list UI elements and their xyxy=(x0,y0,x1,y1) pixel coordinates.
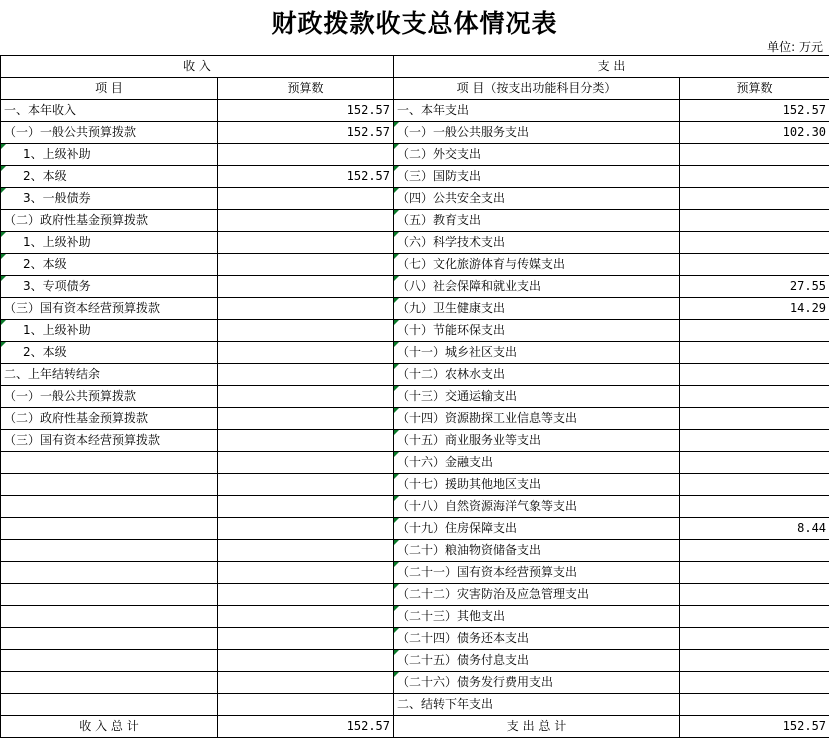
income-budget-header: 预算数 xyxy=(218,78,394,100)
expense-item: （十九）住房保障支出 xyxy=(394,518,680,540)
income-item: 2、本级 xyxy=(1,166,218,188)
income-value xyxy=(218,540,394,562)
income-item: （二）政府性基金预算拨款 xyxy=(1,210,218,232)
table-row xyxy=(1,628,829,650)
expense-item: （八）社会保障和就业支出 xyxy=(394,276,680,298)
income-value xyxy=(218,342,394,364)
income-value xyxy=(218,210,394,232)
expense-item: （二十）粮油物资储备支出 xyxy=(394,540,680,562)
income-value xyxy=(218,144,394,166)
table-row xyxy=(1,320,829,342)
expense-value xyxy=(680,628,829,650)
income-value xyxy=(218,584,394,606)
expense-item: （二十四）债务还本支出 xyxy=(394,628,680,650)
income-total-label: 收 入 总 计 xyxy=(1,716,218,738)
expense-item: 二、结转下年支出 xyxy=(394,694,680,716)
income-item-header: 项 目 xyxy=(1,78,218,100)
expense-item: 一、本年支出 xyxy=(394,100,680,122)
income-header: 收 入 xyxy=(1,56,394,78)
expense-value: 8.44 xyxy=(680,518,829,540)
table-row xyxy=(1,276,829,298)
income-value xyxy=(218,518,394,540)
table-row xyxy=(1,122,829,144)
expense-value xyxy=(680,254,829,276)
table-row xyxy=(1,518,829,540)
table-row xyxy=(1,166,829,188)
income-item xyxy=(1,694,218,716)
income-value xyxy=(218,364,394,386)
income-item xyxy=(1,518,218,540)
income-value xyxy=(218,606,394,628)
income-value xyxy=(218,232,394,254)
expense-item: （二十五）债务付息支出 xyxy=(394,650,680,672)
table-row xyxy=(1,188,829,210)
expense-item: （二）外交支出 xyxy=(394,144,680,166)
table-row xyxy=(1,606,829,628)
expense-item: （二十二）灾害防治及应急管理支出 xyxy=(394,584,680,606)
expense-item: （十六）金融支出 xyxy=(394,452,680,474)
expense-value xyxy=(680,408,829,430)
income-item: （一）一般公共预算拨款 xyxy=(1,122,218,144)
expense-item: （二十一）国有资本经营预算支出 xyxy=(394,562,680,584)
total-row xyxy=(1,716,829,738)
table-row xyxy=(1,694,829,716)
income-value xyxy=(218,672,394,694)
income-item xyxy=(1,562,218,584)
expense-value: 152.57 xyxy=(680,100,829,122)
income-total-value: 152.57 xyxy=(218,716,394,738)
expense-item: （五）教育支出 xyxy=(394,210,680,232)
table-row xyxy=(1,342,829,364)
expense-value xyxy=(680,650,829,672)
table-row xyxy=(1,584,829,606)
expense-item: （四）公共安全支出 xyxy=(394,188,680,210)
expense-value xyxy=(680,562,829,584)
income-value xyxy=(218,188,394,210)
table-row xyxy=(1,386,829,408)
expense-item: （十四）资源勘探工业信息等支出 xyxy=(394,408,680,430)
expense-value xyxy=(680,144,829,166)
expense-item: （十五）商业服务业等支出 xyxy=(394,430,680,452)
expense-item: （十八）自然资源海洋气象等支出 xyxy=(394,496,680,518)
income-item xyxy=(1,628,218,650)
table-row xyxy=(1,144,829,166)
income-value xyxy=(218,562,394,584)
table-row xyxy=(1,100,829,122)
table-row xyxy=(1,408,829,430)
expense-value xyxy=(680,210,829,232)
unit-label: 单位: 万元 xyxy=(767,38,823,55)
expense-budget-header: 预算数 xyxy=(680,78,829,100)
table-row xyxy=(1,562,829,584)
income-item: （二）政府性基金预算拨款 xyxy=(1,408,218,430)
expense-value xyxy=(680,584,829,606)
table-row xyxy=(1,496,829,518)
income-value xyxy=(218,386,394,408)
income-item: 1、上级补助 xyxy=(1,144,218,166)
expense-value xyxy=(680,694,829,716)
expense-value xyxy=(680,540,829,562)
expense-total-label: 支 出 总 计 xyxy=(394,716,680,738)
income-item: 1、上级补助 xyxy=(1,320,218,342)
table-row xyxy=(1,672,829,694)
expense-item: （二十三）其他支出 xyxy=(394,606,680,628)
income-item: 3、专项债务 xyxy=(1,276,218,298)
expense-value xyxy=(680,496,829,518)
expense-value: 27.55 xyxy=(680,276,829,298)
income-value xyxy=(218,496,394,518)
table-row xyxy=(1,210,829,232)
income-item xyxy=(1,540,218,562)
expense-value xyxy=(680,386,829,408)
income-item xyxy=(1,474,218,496)
expense-value xyxy=(680,166,829,188)
income-item: 2、本级 xyxy=(1,342,218,364)
expense-item: （二十六）债务发行费用支出 xyxy=(394,672,680,694)
expense-item: （六）科学技术支出 xyxy=(394,232,680,254)
income-item: （三）国有资本经营预算拨款 xyxy=(1,430,218,452)
expense-value xyxy=(680,672,829,694)
income-value: 152.57 xyxy=(218,122,394,144)
expense-value xyxy=(680,342,829,364)
income-value xyxy=(218,430,394,452)
table-row xyxy=(1,540,829,562)
income-item xyxy=(1,496,218,518)
expense-item: （七）文化旅游体育与传媒支出 xyxy=(394,254,680,276)
income-value xyxy=(218,452,394,474)
table-row xyxy=(1,452,829,474)
expense-value xyxy=(680,232,829,254)
expense-item: （十三）交通运输支出 xyxy=(394,386,680,408)
expense-item: （九）卫生健康支出 xyxy=(394,298,680,320)
income-value xyxy=(218,628,394,650)
expense-item: （十二）农林水支出 xyxy=(394,364,680,386)
income-item: （一）一般公共预算拨款 xyxy=(1,386,218,408)
income-value xyxy=(218,408,394,430)
expense-value: 14.29 xyxy=(680,298,829,320)
expense-value xyxy=(680,364,829,386)
income-item xyxy=(1,672,218,694)
expense-item: （十）节能环保支出 xyxy=(394,320,680,342)
table-row xyxy=(1,474,829,496)
income-value xyxy=(218,650,394,672)
table-row xyxy=(1,650,829,672)
income-item: （三）国有资本经营预算拨款 xyxy=(1,298,218,320)
expense-value xyxy=(680,606,829,628)
income-item: 二、上年结转结余 xyxy=(1,364,218,386)
income-item: 一、本年收入 xyxy=(1,100,218,122)
income-value xyxy=(218,320,394,342)
income-value xyxy=(218,298,394,320)
expense-value xyxy=(680,430,829,452)
expense-total-value: 152.57 xyxy=(680,716,829,738)
table-row xyxy=(1,364,829,386)
income-item: 2、本级 xyxy=(1,254,218,276)
income-item: 1、上级补助 xyxy=(1,232,218,254)
budget-table xyxy=(0,55,829,738)
expense-item: （一）一般公共服务支出 xyxy=(394,122,680,144)
income-item xyxy=(1,606,218,628)
expense-value: 102.30 xyxy=(680,122,829,144)
table-row xyxy=(1,298,829,320)
income-item: 3、一般债券 xyxy=(1,188,218,210)
expense-value xyxy=(680,452,829,474)
expense-value xyxy=(680,474,829,496)
income-value: 152.57 xyxy=(218,166,394,188)
income-value xyxy=(218,694,394,716)
income-item xyxy=(1,584,218,606)
income-value xyxy=(218,276,394,298)
expense-value xyxy=(680,320,829,342)
income-value: 152.57 xyxy=(218,100,394,122)
expense-item: （三）国防支出 xyxy=(394,166,680,188)
expense-header: 支 出 xyxy=(394,56,829,78)
income-value xyxy=(218,254,394,276)
expense-value xyxy=(680,188,829,210)
table-row xyxy=(1,254,829,276)
expense-item-header: 项 目（按支出功能科目分类） xyxy=(394,78,680,100)
income-item xyxy=(1,650,218,672)
table-row xyxy=(1,232,829,254)
page-title: 财政拨款收支总体情况表 xyxy=(0,4,829,40)
expense-item: （十一）城乡社区支出 xyxy=(394,342,680,364)
income-item xyxy=(1,452,218,474)
expense-item: （十七）援助其他地区支出 xyxy=(394,474,680,496)
income-value xyxy=(218,474,394,496)
table-row xyxy=(1,430,829,452)
